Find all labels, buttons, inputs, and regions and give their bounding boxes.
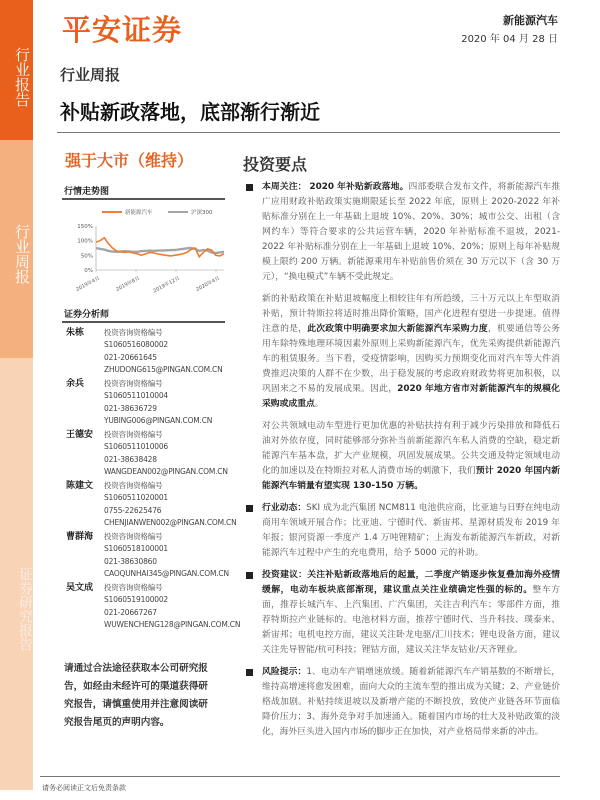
legend-label: 沪深300 [191,210,213,216]
x-tick-label: 2019年4月 [75,275,101,293]
key-points-heading: 投资要点 [243,155,308,174]
analyst-name: 王德安 [66,430,94,440]
sidebar-industry-report [0,0,33,140]
analyst-entry [66,582,246,632]
analyst-phone: 0755-22625476 [104,505,162,515]
point-sales-forecast: 对公共领域电动车型进行更加优惠的补贴扶持有利于减少污染排放和降低石油对外依存度，同时能够部分弥补当前新能源汽车私人消费的空缺，稳定新能源汽车基本盘，扩大产业规模，巩固发展成果。公共交通及特定领域电动化的加速以及在特斯拉对私人消费市场的刺激下，我们预计 2020 年国内新能源汽车销量有望实现 130-150 万辆。 [262,421,560,491]
report-date: 2020 年 04 月 28 日 [461,34,558,45]
point-policy-analysis: 新的补贴政策在补贴退坡幅度上相较往年有所趋缓，三十万元以上车型取消补贴，预计特斯拉将适时推出降价策略，国产化进程有望进一步提速。值得注意的是，此次政策中明确要求加大新能源汽车采购力度，机要通信等公务用车除特殊地理环境因素外原则上采购新能源汽车，优先采购提供新能源汽车的租赁服务。当下看，受疫情影响，因购买力预期变化而对汽车等大件消费推迟决策的人群不在少数，出于稳发展的考虑政府财政势将更加积极，以巩固来之不易的发展成果。因此，2020 年地方省市对新能源汽车的规模化采购或成重点。 [262,294,560,409]
analyst-entry [66,480,246,530]
analyst-cert: S1060511010006 [104,442,168,452]
rating: 强于大市（维持） [65,151,194,170]
chart-section-title: 行情走势图 [64,187,110,197]
bullet-icon [246,505,253,512]
analysts-section-title: 证券分析师 [64,310,110,320]
analyst-phone: 021-20661645 [104,352,157,362]
sector-label: 新能源汽车 [503,14,558,27]
analyst-phone: 021-38638428 [104,454,157,464]
sidebar-label: 证券研究报告 [17,567,33,651]
footer-disclaimer: 请务必阅读正文后免责条款 [42,784,126,792]
analyst-email[interactable]: CHENJIANWEN002@PINGAN.COM.CN [104,518,237,528]
y-tick-label: 150% [77,224,93,230]
analyst-phone: 021-38636729 [104,403,157,413]
analyst-entry [66,327,246,377]
analyst-name: 陈建文 [66,481,94,491]
sidebar-weekly [0,140,33,358]
analyst-entry [66,429,246,479]
analyst-name: 余兵 [66,379,85,389]
analyst-entry [66,531,246,581]
analyst-email[interactable]: YUBING006@PINGAN.COM.CN [104,416,213,426]
price-trend-chart [62,200,232,300]
point-industry-news: 行业动态：SKI 成为北汽集团 NCM811 电池供应商，比亚迪与日野在纯电动商用车领域开展合作；比亚迪、宁德时代、新宙邦、星源材质发布 2019 年年报；银河资源一季度产 1.4 万吨锂精矿；上海发布新能源汽车新政，对新能源汽车过程中产生的充电费用，给予 5000 元的补助。 [246,501,560,561]
bullet-icon [246,572,253,579]
analyst-email[interactable]: WUWENCHENG128@PINGAN.COM.CN [104,620,241,630]
analyst-email[interactable]: WANGDEAN002@PINGAN.COM.CN [104,467,228,477]
sidebar-label: 行业周报 [13,224,31,284]
analyst-cert: S1060511010004 [104,391,168,401]
sidebar-research [0,358,33,790]
footer-divider [40,776,560,777]
divider [62,321,225,323]
series-line-nev [96,238,224,257]
x-tick-label: 2019年8月 [115,275,141,293]
notice-text: 请通过合法途径获取本公司研究报告，如经由未经许可的渠道获得研究报告，请慎重使用并注意阅读研究报告尾页的声明内容。 [64,663,208,728]
analyst-name: 曹群海 [66,532,94,542]
analyst-cert: S1060511020001 [104,493,168,503]
analyst-email[interactable]: ZHUDONG615@PINGAN.COM.CN [104,365,223,375]
analyst-cert-label: 投资咨询资格编号 [104,583,163,592]
analyst-cert: S1060519100002 [104,595,168,605]
analyst-cert-label: 投资咨询资格编号 [104,379,163,388]
analyst-cert: S1060518100001 [104,544,168,554]
report-type: 行业周报 [60,66,121,84]
divider [57,132,560,133]
y-tick-label: 0% [84,268,93,274]
x-tick-label: 2019年12月 [152,275,181,295]
point-focus: 本周关注： 2020 年补贴新政落地。四部委联合发布文件，将新能源汽车推广应用财政补贴政策实施期限延长至 2022 年底，原则上 2020-2022 年补贴标准分别在上一年基础上退坡 10%、20%、30%；城市公交、出租（含网约车）等符合要求的公共运营车辆，2020 年补贴标准不退坡，2021-2022 年补贴标准分别在上一年基础上退坡 10%、20%；原则上每年补贴规模上限约 200 万辆。新能源乘用车补贴前售价须在 30 万元以下（含 30 万元），“换电模式”车辆不受此规定。 [246,180,560,285]
legend-label: 新能源汽车 [125,210,153,216]
analyst-entry [66,378,246,428]
x-tick-label: 2020年4月 [195,275,221,293]
key-points-column [246,180,560,770]
analyst-name: 朱栋 [66,328,85,338]
sidebar-label: 行业报告 [13,47,31,107]
report-title: 补贴新政落地，底部渐行渐近 [60,100,320,124]
analyst-cert-label: 投资咨询资格编号 [104,430,163,439]
y-tick-label: 100% [77,238,93,245]
analyst-cert-label: 投资咨询资格编号 [104,532,163,541]
analyst-name: 吴文成 [66,583,94,593]
analyst-email[interactable]: CAOQUNHAI345@PINGAN.COM.CN [104,569,229,579]
bullet-icon [246,669,253,676]
analyst-cert-label: 投资咨询资格编号 [104,481,163,490]
analyst-phone: 021-38630860 [104,556,157,566]
analyst-cert: S1060516080002 [104,340,168,350]
point-risk: 风险提示：1、电动车产销增速放缓。随着新能源汽车产销基数的不断增长，维持高增速将愈发困难，面向大众的主流车型的推出成为关键；2、产业链价格战加剧。补贴持续退坡以及新增产能的不断投放，致使产业链各环节面临降价压力；3、海外竞争对手加速涌入。随着国内市场的壮大及补贴政策的淡化，海外巨头进入国内市场的脚步正在加快，对产业格局带来新的冲击。 [246,665,560,740]
bullet-icon [246,184,253,191]
analyst-phone: 021-20667267 [104,607,157,617]
company-logo: 平安证券 [62,13,183,47]
y-tick-label: 50% [80,253,93,260]
point-investment-advice: 投资建议：关注补贴新政落地后的起量，二季度产销逐步恢复叠加海外疫情缓解，电动车板块底部渐现，建议重点关注业绩确定性强的标的。整车方面，推荐长城汽车、上汽集团、广汽集团，关注吉利汽车；零部件方面，推荐特斯拉产业链标的。电池材料方面，推荐宁德时代、当升科技、璞泰来、新宙邦；电机电控方面，建议关注卧龙电驱/汇川技术；锂电设备方面，建议关注先导智能/杭可科技；锂钴方面，建议关注华友钴业/天齐锂业。 [246,568,560,658]
analyst-cert-label: 投资咨询资格编号 [104,328,163,337]
